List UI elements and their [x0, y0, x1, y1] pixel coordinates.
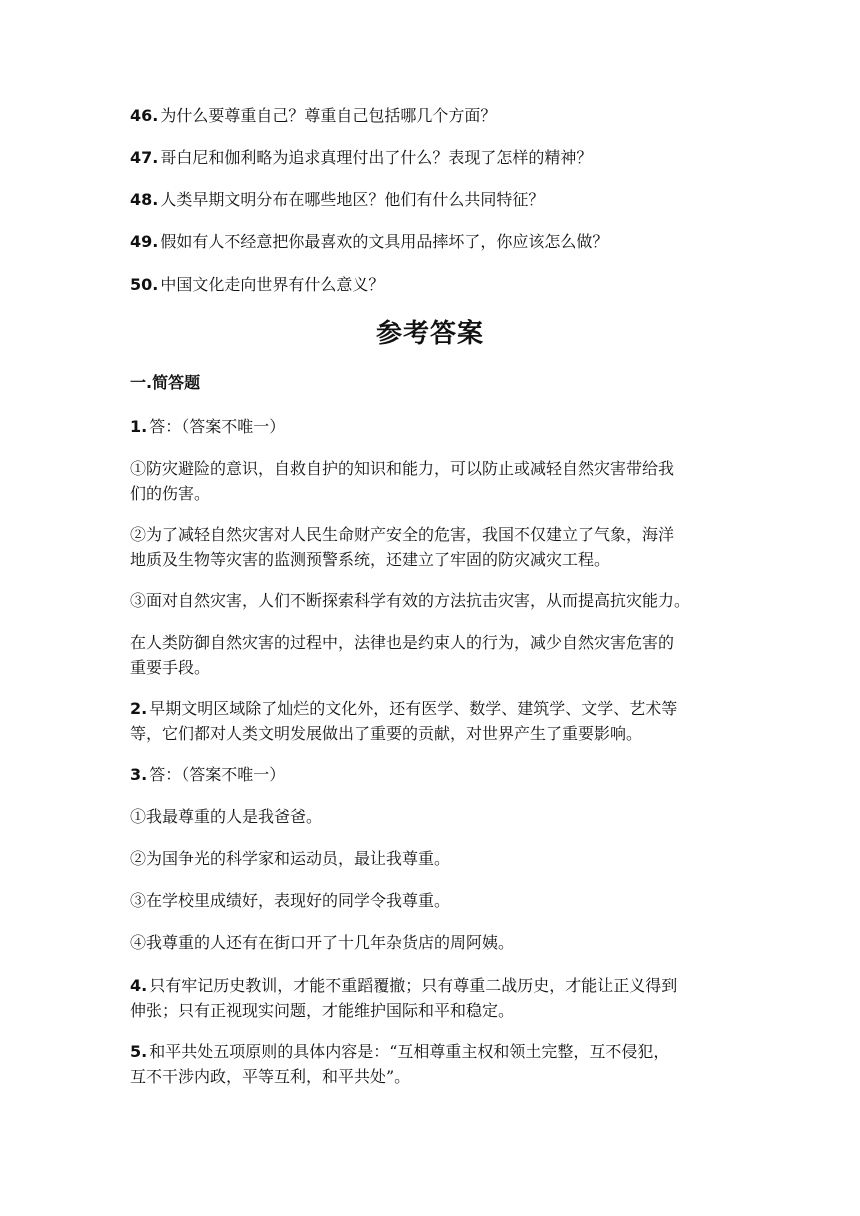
section-title: 一.简答题 — [130, 373, 201, 392]
question-number: 48. — [130, 190, 159, 209]
answer-paragraph — [130, 973, 730, 1023]
question-text: 哥白尼和伽利略为追求真理付出了什么？表现了怎样的精神？ — [160, 148, 593, 167]
answer-line: 伸张；只有正视现实问题，才能维护国际和平和稳定。 — [130, 1001, 515, 1020]
answers-title: 参考答案 — [375, 319, 484, 349]
question-46 — [130, 105, 750, 127]
answer-number: 3. — [130, 765, 148, 784]
answer-line: 互不干涉内政，平等互利，和平共处”。 — [130, 1067, 411, 1086]
answer-line: 等，它们都对人类文明发展做出了重要的贡献，对世界产生了重要影响。 — [130, 724, 643, 743]
answer-line: ②为了减轻自然灾害对人民生命财产安全的危害，我国不仅建立了气象，海洋 — [130, 525, 675, 544]
question-50 — [130, 274, 750, 296]
answer-line: ③在学校里成绩好，表现好的同学令我尊重。 — [130, 891, 451, 910]
answer-line: 答：（答案不唯一） — [149, 417, 286, 436]
question-49 — [130, 231, 750, 253]
question-text: 为什么要尊重自己？尊重自己包括哪几个方面？ — [160, 106, 497, 125]
answer-number: 4. — [130, 976, 148, 995]
answer-line: ④我尊重的人还有在街口开了十几年杂货店的周阿姨。 — [130, 933, 515, 952]
question-number: 49. — [130, 232, 159, 251]
answer-line: ②为国争光的科学家和运动员，最让我尊重。 — [130, 849, 451, 868]
question-number: 50. — [130, 275, 159, 294]
answer-number: 2. — [130, 699, 148, 718]
question-text: 假如有人不经意把你最喜欢的文具用品摔坏了，你应该怎么做？ — [160, 232, 609, 251]
answer-line: 答：（答案不唯一） — [149, 765, 286, 784]
answer-paragraph — [130, 762, 730, 787]
question-48 — [130, 189, 750, 211]
answer-line: 在人类防御自然灾害的过程中，法律也是约束人的行为，减少自然灾害危害的 — [130, 633, 675, 652]
answer-line: ③面对自然灾害，人们不断探索科学有效的方法抗击灾害，从而提高抗灾能力。 — [130, 591, 691, 610]
question-47 — [130, 147, 750, 169]
question-number: 47. — [130, 148, 159, 167]
answer-number: 5. — [130, 1042, 148, 1061]
answer-number: 1. — [130, 417, 148, 436]
answer-paragraph — [130, 630, 730, 680]
answer-paragraph — [130, 588, 730, 613]
answer-line: 和平共处五项原则的具体内容是：“互相尊重主权和领土完整，互不侵犯， — [149, 1042, 670, 1061]
answer-line: ①防灾避险的意识，自救自护的知识和能力，可以防止或减轻自然灾害带给我 — [130, 459, 675, 478]
question-text: 中国文化走向世界有什么意义？ — [160, 275, 385, 294]
question-number: 46. — [130, 106, 159, 125]
answer-paragraph — [130, 888, 730, 913]
answer-line: 早期文明区域除了灿烂的文化外，还有医学、数学、建筑学、文学、艺术等 — [149, 699, 678, 718]
answer-paragraph — [130, 804, 730, 829]
answer-line: ①我最尊重的人是我爸爸。 — [130, 807, 323, 826]
answer-line: 地质及生物等灾害的监测预警系统，还建立了牢固的防灾减灾工程。 — [130, 550, 611, 569]
answer-paragraph — [130, 456, 730, 506]
answer-paragraph — [130, 846, 730, 871]
question-text: 人类早期文明分布在哪些地区？他们有什么共同特征？ — [160, 190, 545, 209]
answer-line: 只有牢记历史教训，才能不重蹈覆撤；只有尊重二战历史，才能让正义得到 — [149, 976, 678, 995]
answer-line: 们的伤害。 — [130, 484, 211, 503]
answer-paragraph — [130, 930, 730, 955]
answer-paragraph — [130, 1039, 730, 1089]
answer-paragraph — [130, 696, 730, 746]
answer-paragraph — [130, 522, 730, 572]
answer-line: 重要手段。 — [130, 658, 211, 677]
answer-paragraph — [130, 414, 730, 439]
